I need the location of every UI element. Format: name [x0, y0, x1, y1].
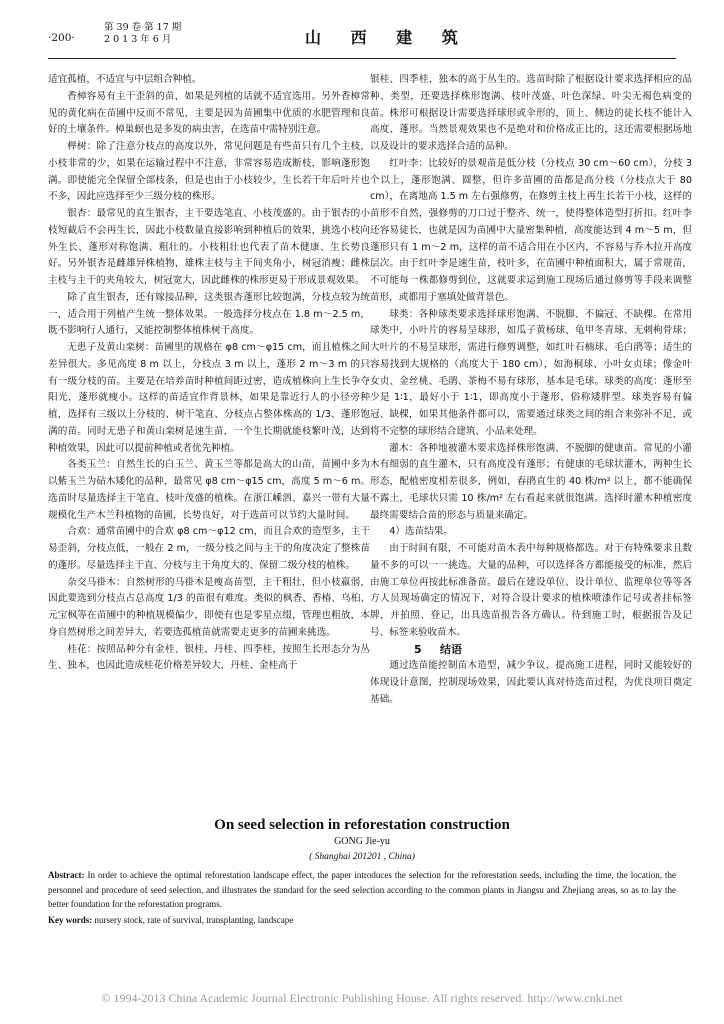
- english-author: GONG Jie-yu: [334, 836, 390, 847]
- page-number: ·200·: [48, 32, 75, 44]
- header-divider: [48, 58, 676, 59]
- paragraph: 适宜孤植，不适宜与中层组合种植。: [48, 74, 202, 85]
- paragraph: 红叶李：比较好的景观苗是低分枝（分枝点 30 cm～60 cm），分枝 3 个以上，蓬形饱满、圆整，但许多苗圃的苗都是高分枝（分枝点大于 80 cm），在离地高 1.5 m 左右强修剪，在修剪主枝上再生长若干小枝，这样的苗形不自然，强修剪的刀口过于整齐、统一，使得整体造型打折扣。红叶李还容易徒长，也就是因为苗圃中大量密集种植，高度能达到 4 m～5 m，但蓬形只有 1 m～2 m，这样的苗不适合用在小区内，不容易与乔木拉开高度层次。由于红叶李是速生苗，枝叶多，在苗圃中种植面积大，属于常规苗，不可能每一株都修剪到位，这就要求运到施工现场后通过修剪等手段来调整苗形，或都用于塞填处做背景色。: [370, 157, 692, 303]
- left-column: [48, 72, 370, 675]
- paragraph: 杂交马褂木：自然树形的马褂木是瘦高苗型，主干粗壮，但小枝羸弱，因此要选到分枝点占总高度 1/3 的苗很有难度。类似的枫香、香椿、乌桕、元宝枫等在苗圃中的种植规模偏少，即使有也是零星点缀，管理也粗放，本身自然树形之间差异大，若要选孤植苗就需要走更多的苗圃来挑选。: [48, 576, 370, 638]
- english-keywords: [48, 915, 676, 925]
- paragraph: 桂花：按照品种分有金桂、银桂、丹桂、四季桂，按照生长形态分为丛生、独本，也因此造成桂花价格差异较大，丹桂、金桂高于: [48, 643, 370, 672]
- paragraph: 银桂、四季桂，独本的高于丛生的。选苗时除了根据设计要求选择相应的品种、类型，还要选择株形饱满、枝叶茂盛、叶色深绿、叶尖无褐色病变的苗。株形可根据设计需要选择球形或伞形的，顶上、侧边的徒长枝不能计入高度、蓬形。当然景观效果也不是绝对和价格成正比的，这还需要根据场地以及设计的要求选择合适的品种。: [370, 74, 692, 152]
- paragraph: 银杏：最常见的直生银杏，主干要选笔直、小枝茂盛的。由于银杏的小枝短截后不会再生长，因此小枝数量直接影响到种植后的效果，挑选小枝向外生长、蓬形对称饱满、粗壮的。小枝粗壮也代表了苗木健康、生长势良好。另外银杏是雌雄异株植物，雄株主枝与主干间夹角小，树冠消瘦；雌株主枝与主干的夹角较大，树冠宽大，因此雌株的株形更易于形成景观效果。: [48, 208, 370, 286]
- paragraph: 香樟容易有主干歪斜的苗，如果是列植的话就不适宜选用。另外香樟常见的黄化病在苗圃中反而不常见，主要是因为苗圃集中优质的水肥管理和良好的土壤条件。樟巢螟也是多发的病虫害，在选苗中需特别注意。: [48, 90, 370, 136]
- volume-issue: 第 39 卷 第 17 期: [104, 22, 182, 33]
- paragraph: 合欢：通常苗圃中的合欢 φ8 cm～φ12 cm，而且合欢的造型多，主干易歪斜，分枝点低，一般在 2 m，一级分枝之间与主干的角度决定了整株苗的蓬形。尽量选择主干直、分枝与主干角度大的、保留二级分枝的植株。: [48, 526, 370, 571]
- paragraph: 除了直生银杏，还有嫁接品种，这类银杏蓬形比较饱满，分枝点较为统一，适合用于列植产生统一整体效果。一般选择分枝点在 1.8 m～2.5 m，既不影响行人通行，又能控制整体植株树干高度。: [48, 291, 370, 337]
- issue-date: 2 0 1 3 年 6 月: [104, 34, 172, 45]
- english-affiliation: ( Shanghai 201201 , China): [309, 852, 415, 862]
- section-number: 5: [414, 642, 422, 656]
- section-heading: [370, 642, 692, 659]
- right-column: [370, 72, 692, 709]
- abstract-label: Abstract:: [48, 870, 85, 880]
- paragraph: 各类玉兰：自然生长的白玉兰、黄玉兰等都是高大的山苗，苗圃中多为以紫玉兰为砧木矮化的品种，最常见 φ8 cm～φ15 cm，高度 5 m～6 m。选苗时尽量选择主干笔直、枝叶茂盛的植株。在浙江嵊泗、嘉兴一带有大量规模化生产木兰科植物的苗圃，长势良好，对于选苗可以节约大量时间。: [48, 459, 370, 521]
- paragraph: 由于时间有限，不可能对苗木表中每种规格都选。对于有特殊要求且数量不多的可以一一挑选。大量的品种，可以选择各方都能接受的标准，然后由施工单位再按此标准备苗。最后在建设单位、设计单位、监理单位等等各方人员现场确定的情况下，对符合设计要求的植株喷漆作记号或者挂标签牌，并拍照、登记，出具选苗报告各方确认。待到施工时，根据报告及记号、标签来验收苗木。: [370, 543, 692, 638]
- keywords-label: Key words:: [48, 915, 93, 925]
- section-title: 结语: [440, 642, 462, 656]
- paragraph: 榉树：除了注意分枝点的高度以外，常见问题是有些苗只有几个主枝，小枝非常的少，如果在运输过程中不注意，非常容易造成断枝，影响蓬形饱满。即使能完全保留全部枝条，但是也由于小枝较少，生长若干年后叶片也不多，因此应选择至少三级分枝的株形。: [48, 141, 370, 203]
- english-abstract: [48, 868, 676, 912]
- running-header: [48, 22, 248, 52]
- paragraph: 灌木：各种地被灌木要求选择株形饱满、不脱脚的健康苗。常见的小灌木有细弱的直生灌木，只有高度没有蓬形；有健康的毛球状灌木，两种生长形态，配植密度相差很多，例如，春鹃直生的 40 株/m² 以上，都不能确保不露土，毛球状只需 10 株/m² 左右看起来就很饱满。选择时灌木种植密度最终需要结合苗的形态与质量来确定。: [370, 442, 692, 521]
- volume-issue-block: [104, 22, 181, 46]
- paragraph: 球类：各种球类要求选择球形饱满、不脱脚、不偏冠、不缺棵。在常用球类中，小叶片的容易呈球形，如瓜子黄杨球、龟甲冬青球、无刺枸骨球；大叶片的不易呈球形，需进行修剪调整，如红叶石楠球、毛白鹃等；适生的容易找到大规格的（高度大于 180 cm），如海桐球、小叶女贞球；像金叶女贞、金丝桃、毛鹃、茶梅不易有球形，基本是毛球。球类的高度：蓬形至少是 1∶1，最好小于 1∶1，即高度小于蓬形，俗称矮胖型。球类容易有偏冠、缺棵，如果其他条件都可以，需要通过球类之间的组合来弥补不足，或将不完整的球形结合建筑、小品来处理。: [370, 308, 692, 437]
- abstract-text: In order to achieve the optimal reforestation landscape effect, the paper introduces the selection for the reforestation seeds, including the time, the location, the personnel and procedure of seed selection, and illustrates the standard for the seed selection according to the common plants in Jiangsu and Zhejiang areas, so as to lay the better foundation for the reforestation programs.: [48, 870, 676, 909]
- paragraph: 通过选苗能控制苗木造型，减少争议，提高施工进程，同时又能较好的体现设计意图，控制现场效果，因此要认真对待选苗过程，为优良项目奠定基础。: [370, 660, 692, 705]
- paragraph: 无患子及黄山栾树：苗圃里的规格在 φ8 cm～φ15 cm，而且植株之间差异很大。多见高度 8 m 以上，分枝点 3 m 以上，蓬形 2 m～3 m 的只有一级分枝的苗。主要是在培养苗时种植间距过密，造成植株向上生长争夺阳光，蓬形就瘦小。这样的苗适宜作背景林，如果是靠近行人的小径旁种植，选择有三级以上分枝的、树干笔直、分枝点占整体株高的 1/3、蓬形饱满的苗。同时无患子和黄山栾树是速生苗，一个生长期就能枝繁叶茂，达到种植效果，因此可以提前种植或者优先种植。: [48, 342, 370, 454]
- journal-title: 山 西 建 筑: [305, 28, 470, 47]
- copyright-footer: © 1994-2013 China Academic Journal Electronic Publishing House. All rights reserved. http://www.cnki.net: [101, 991, 623, 1005]
- english-title: On seed selection in reforestation construction: [214, 817, 510, 833]
- keywords-text: nursery stock, rate of survival, transplanting, landscape: [94, 915, 294, 925]
- paragraph: 4）选苗结果。: [389, 526, 453, 538]
